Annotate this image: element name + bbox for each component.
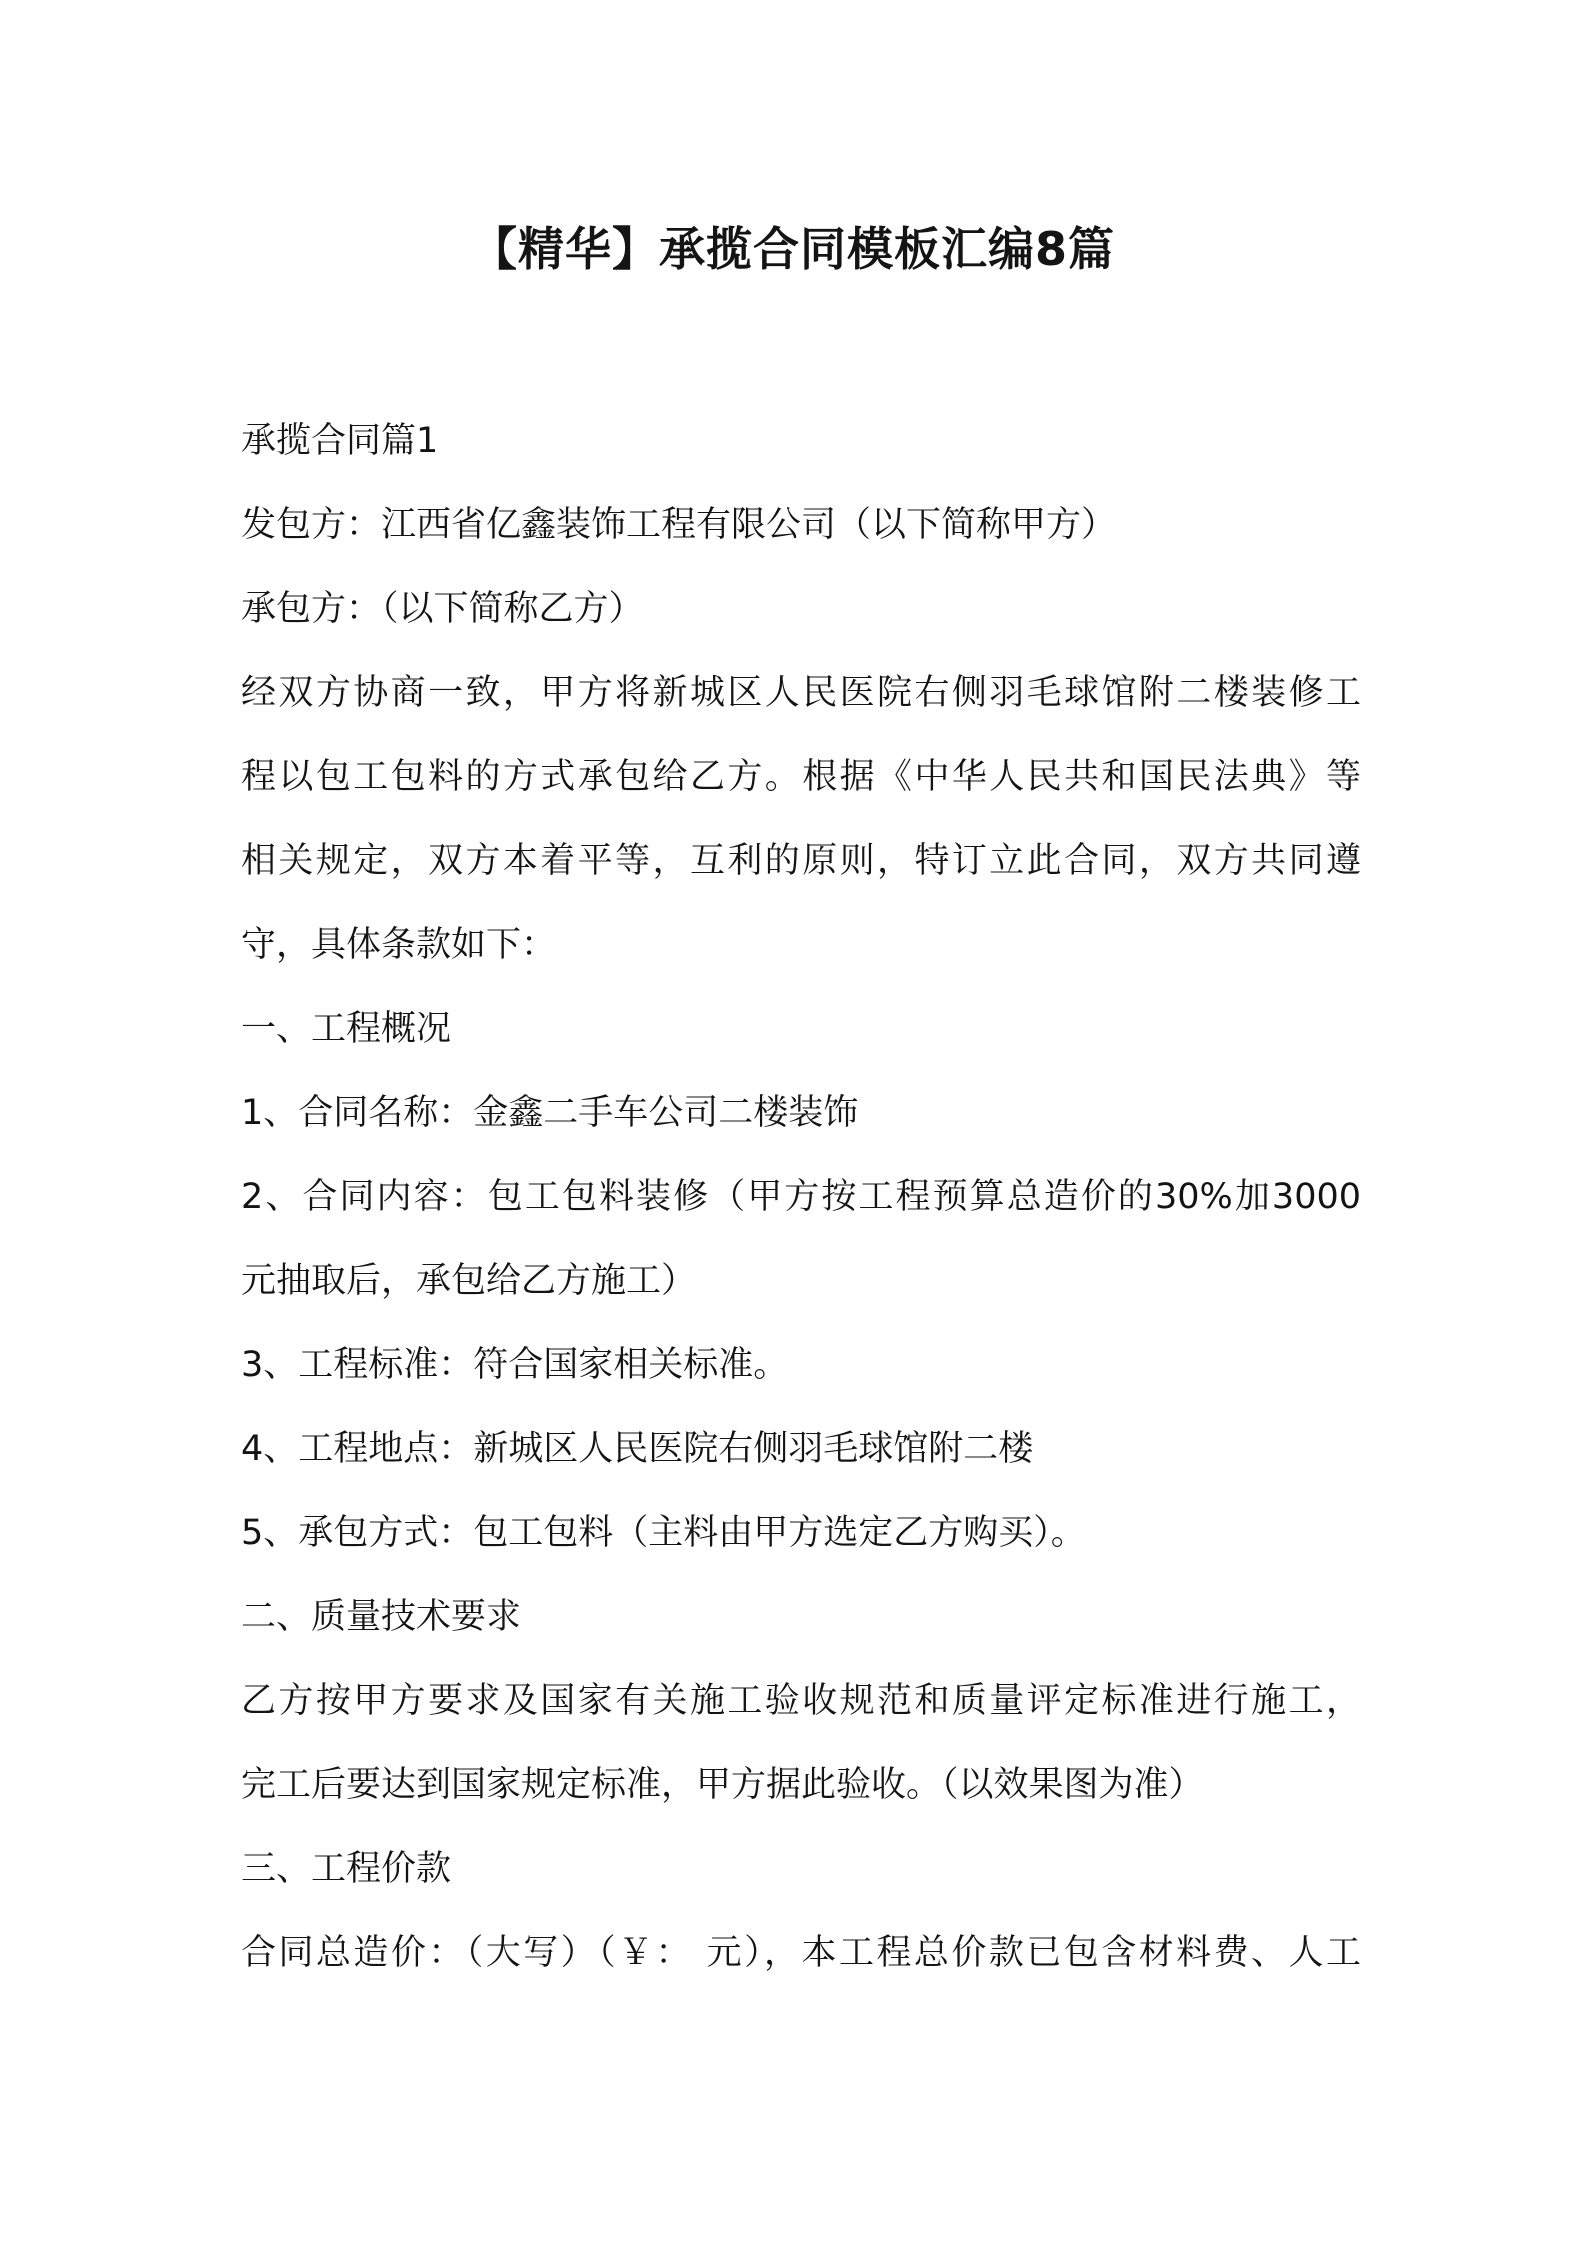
clause-item: 4、工程地点：新城区人民医院右侧羽毛球馆附二楼: [241, 1429, 1034, 1469]
body-text-line: 合同总造价：（大写）（￥： 元），本工程总价款已包含材料费、人工: [241, 1933, 1361, 1973]
body-text-line: 相关规定，双方本着平等，互利的原则，特订立此合同，双方共同遵: [241, 841, 1361, 881]
party-a-line: 发包方：江西省亿鑫装饰工程有限公司（以下简称甲方）: [241, 505, 1117, 545]
clause-item: 1、合同名称：金鑫二手车公司二楼装饰: [241, 1093, 859, 1133]
body-text-line: 守，具体条款如下：: [241, 925, 557, 965]
body-text-line: 乙方按甲方要求及国家有关施工验收规范和质量评定标准进行施工，: [241, 1681, 1361, 1721]
clause-item: 3、工程标准：符合国家相关标准。: [241, 1345, 789, 1385]
clause-heading: 三、工程价款: [241, 1849, 452, 1889]
body-text-line: 程以包工包料的方式承包给乙方。根据《中华人民共和国民法典》等: [241, 757, 1361, 797]
section-heading: 承揽合同篇1: [241, 421, 439, 461]
body-text-line: 完工后要达到国家规定标准，甲方据此验收。（以效果图为准）: [241, 1765, 1204, 1805]
party-b-line: 承包方：（以下简称乙方）: [241, 589, 644, 629]
clause-item: 5、承包方式：包工包料（主料由甲方选定乙方购买）。: [241, 1513, 1086, 1553]
clause-heading: 二、质量技术要求: [241, 1597, 522, 1637]
clause-item: 2、合同内容：包工包料装修（甲方按工程预算总造价的30%加3000: [241, 1177, 1361, 1217]
document-title: 【精华】承揽合同模板汇编8篇: [470, 222, 1115, 276]
clause-heading: 一、工程概况: [241, 1009, 452, 1049]
clause-item: 元抽取后，承包给乙方施工）: [241, 1261, 697, 1301]
body-text-line: 经双方协商一致，甲方将新城区人民医院右侧羽毛球馆附二楼装修工: [241, 673, 1361, 713]
document-body: [241, 399, 1361, 1995]
